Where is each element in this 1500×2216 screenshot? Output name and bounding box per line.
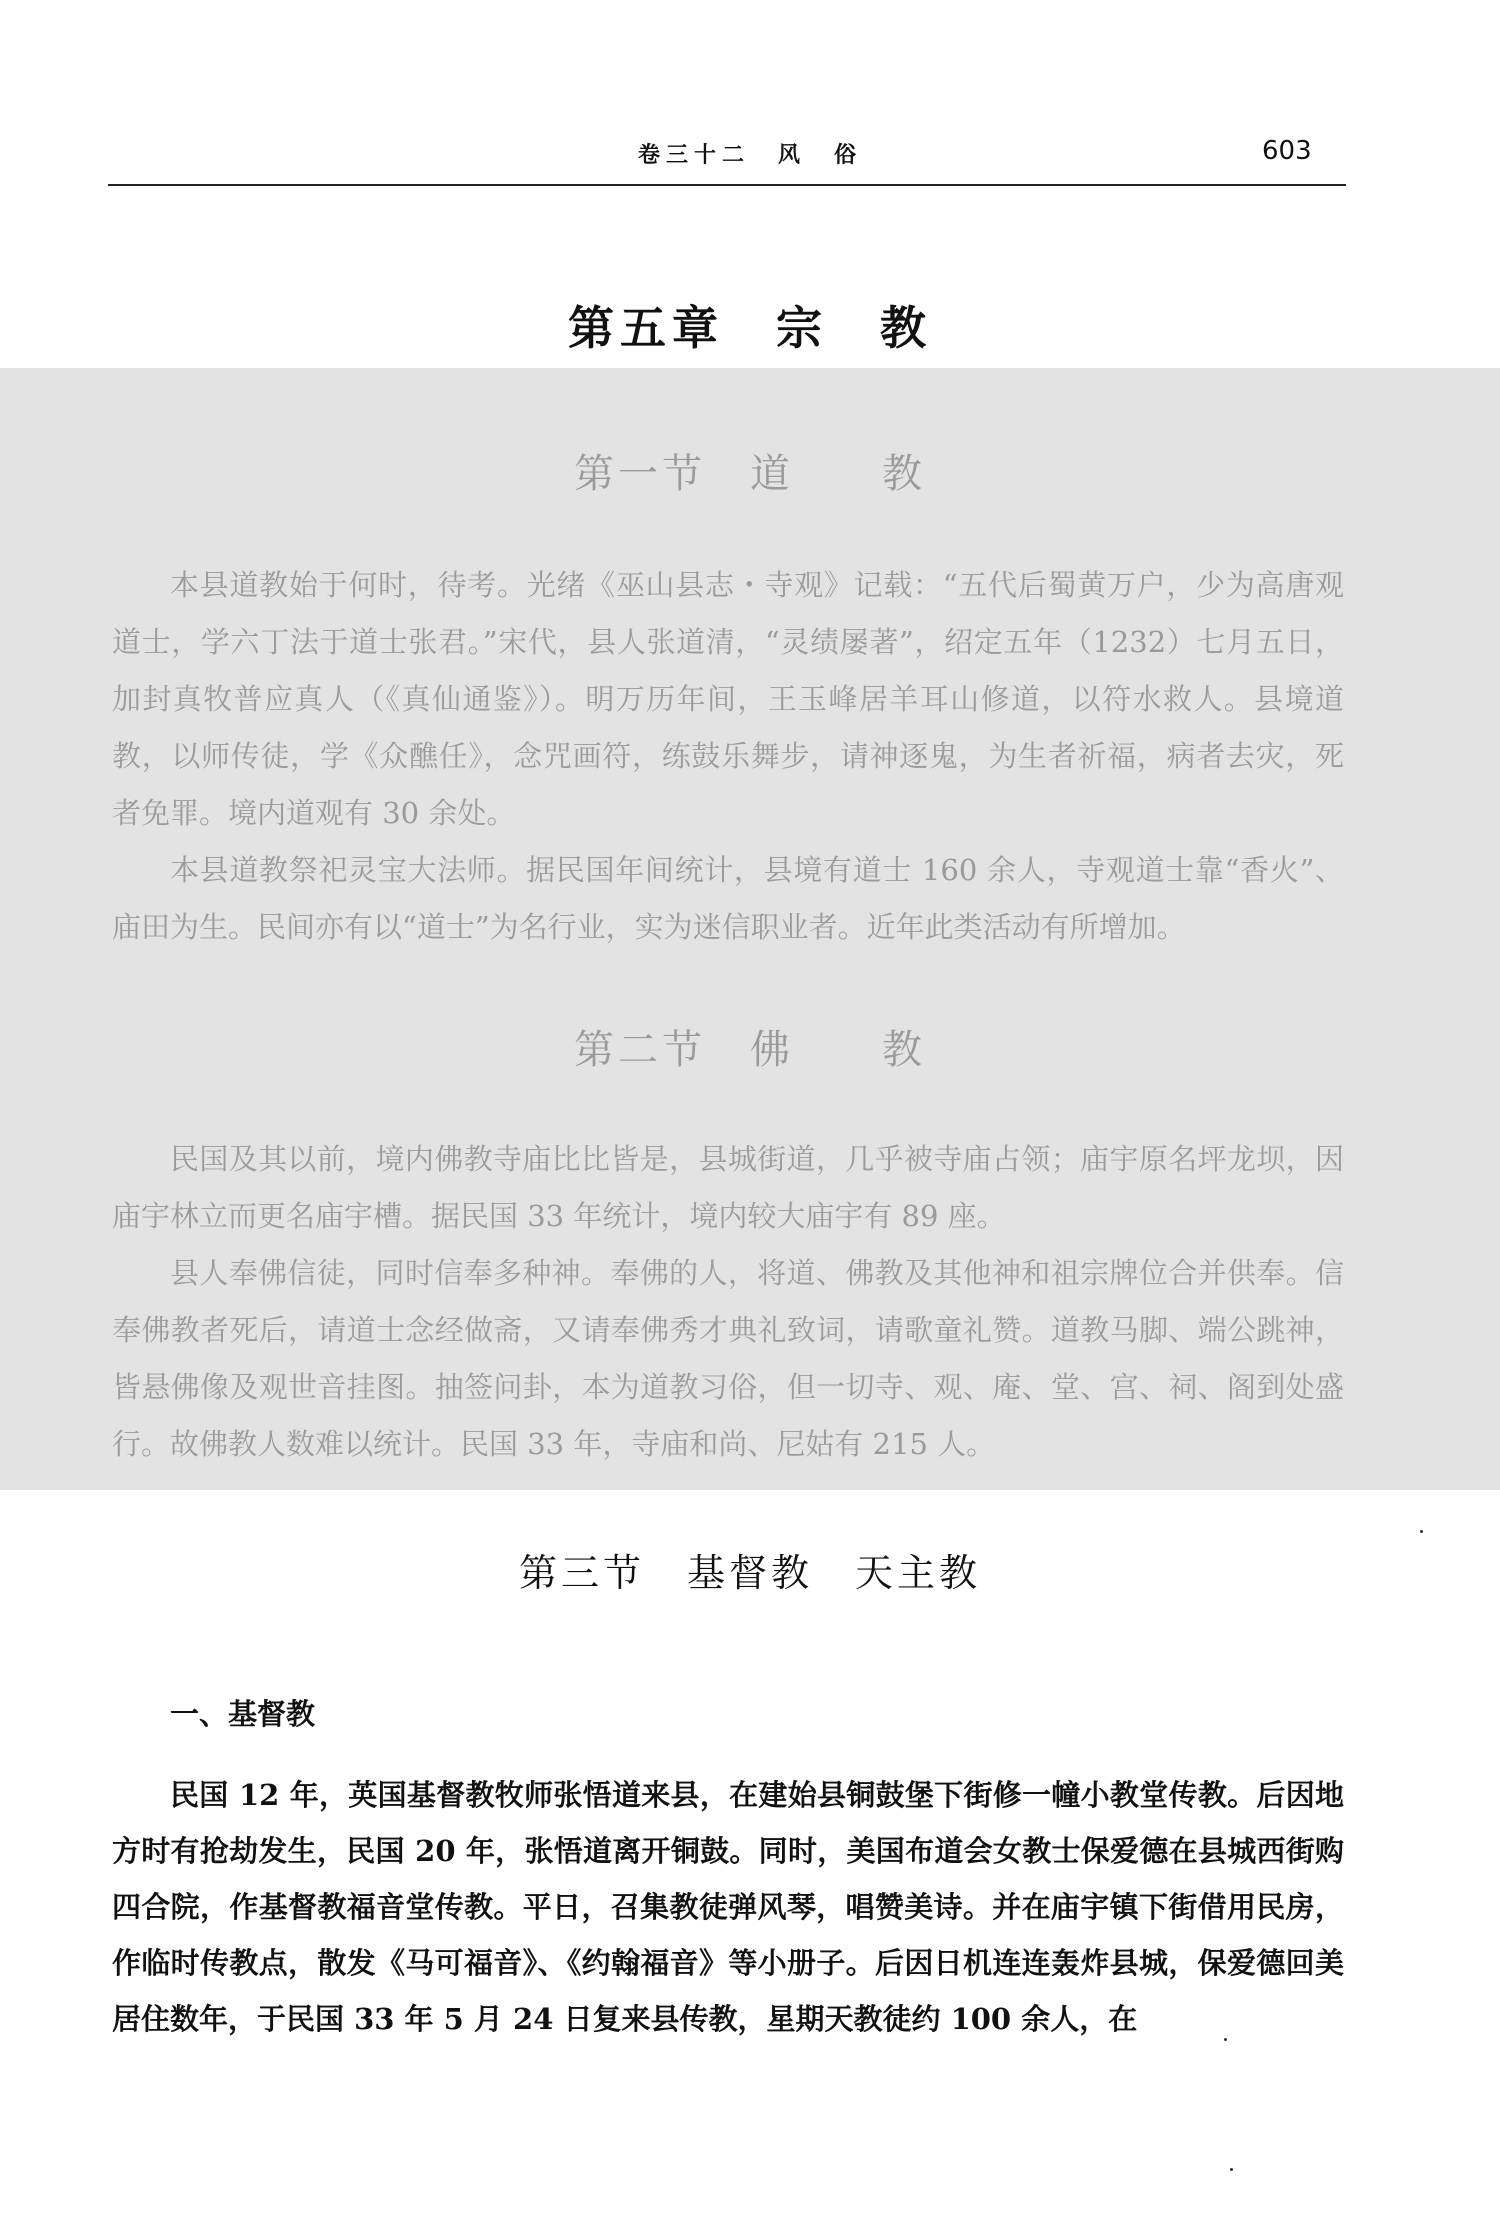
section-heading-buddhism: 第二节 佛 教 xyxy=(574,1027,926,1073)
section-body-buddhism xyxy=(112,1131,1344,1473)
scan-speck xyxy=(1420,1530,1423,1533)
paragraph: 民国及其以前，境内佛教寺庙比比皆是，县城街道，几乎被寺庙占领；庙宇原名坪龙坝，因庙宇林立而更名庙宇槽。据民国 33 年统计，境内较大庙宇有 89 座。 xyxy=(112,1142,1344,1233)
scan-speck xyxy=(1224,2038,1227,2041)
page-header-title: 卷三十二 风 俗 xyxy=(637,143,862,168)
paragraph: 民国 12 年，英国基督教牧师张悟道来县，在建始县铜鼓堡下街修一幢小教堂传教。后因地方时有抢劫发生，民国 20 年，张悟道离开铜鼓。同时，美国布道会女教士保爱德在县城西街购四合院，作基督教福音堂传教。平日，召集教徒弹风琴，唱赞美诗。并在庙宇镇下街借用民房，作临时传教点，散发《马可福音》、《约翰福音》等小册子。后因日机连连轰炸县城，保爱德回美居住数年，于民国 33 年 5 月 24 日复来县传教，星期天教徒约 100 余人，在 xyxy=(112,1778,1344,2036)
scan-speck xyxy=(1230,2168,1233,2171)
page-number: 603 xyxy=(1262,136,1312,166)
section-body-taoism xyxy=(112,557,1344,956)
paragraph: 县人奉佛信徒，同时信奉多种神。奉佛的人，将道、佛教及其他神和祖宗牌位合并供奉。信奉佛教者死后，请道士念经做斋，又请奉佛秀才典礼致词，请歌童礼赞。道教马脚、端公跳神，皆悬佛像及观世音挂图。抽签问卦，本为道教习俗，但一切寺、观、庵、堂、宫、祠、阁到处盛行。故佛教人数难以统计。民国 33 年，寺庙和尚、尼姑有 215 人。 xyxy=(112,1256,1344,1461)
section-heading-christianity: 第三节 基督教 天主教 xyxy=(518,1551,981,1595)
paragraph: 本县道教祭祀灵宝大法师。据民国年间统计，县境有道士 160 余人，寺观道士靠“香火”、庙田为生。民间亦有以“道士”为名行业，实为迷信职业者。近年此类活动有所增加。 xyxy=(112,853,1344,944)
chapter-title: 第五章 宗 教 xyxy=(568,301,932,355)
section-body-christianity xyxy=(112,1767,1344,2047)
paragraph: 本县道教始于何时，待考。光绪《巫山县志・寺观》记载：“五代后蜀黄万户，少为高唐观道士，学六丁法于道士张君。”宋代，县人张道清，“灵绩屡著”，绍定五年（1232）七月五日，加封真牧普应真人（《真仙通鉴》）。明万历年间，王玉峰居羊耳山修道，以符水救人。县境道教，以师传徒，学《众醮任》，念咒画符，练鼓乐舞步，请神逐鬼，为生者祈福，病者去灾，死者免罪。境内道观有 30 余处。 xyxy=(112,568,1344,830)
section-heading-taoism: 第一节 道 教 xyxy=(574,451,926,497)
header-rule xyxy=(108,184,1346,186)
subheading-protestantism: 一、基督教 xyxy=(170,1697,316,1731)
